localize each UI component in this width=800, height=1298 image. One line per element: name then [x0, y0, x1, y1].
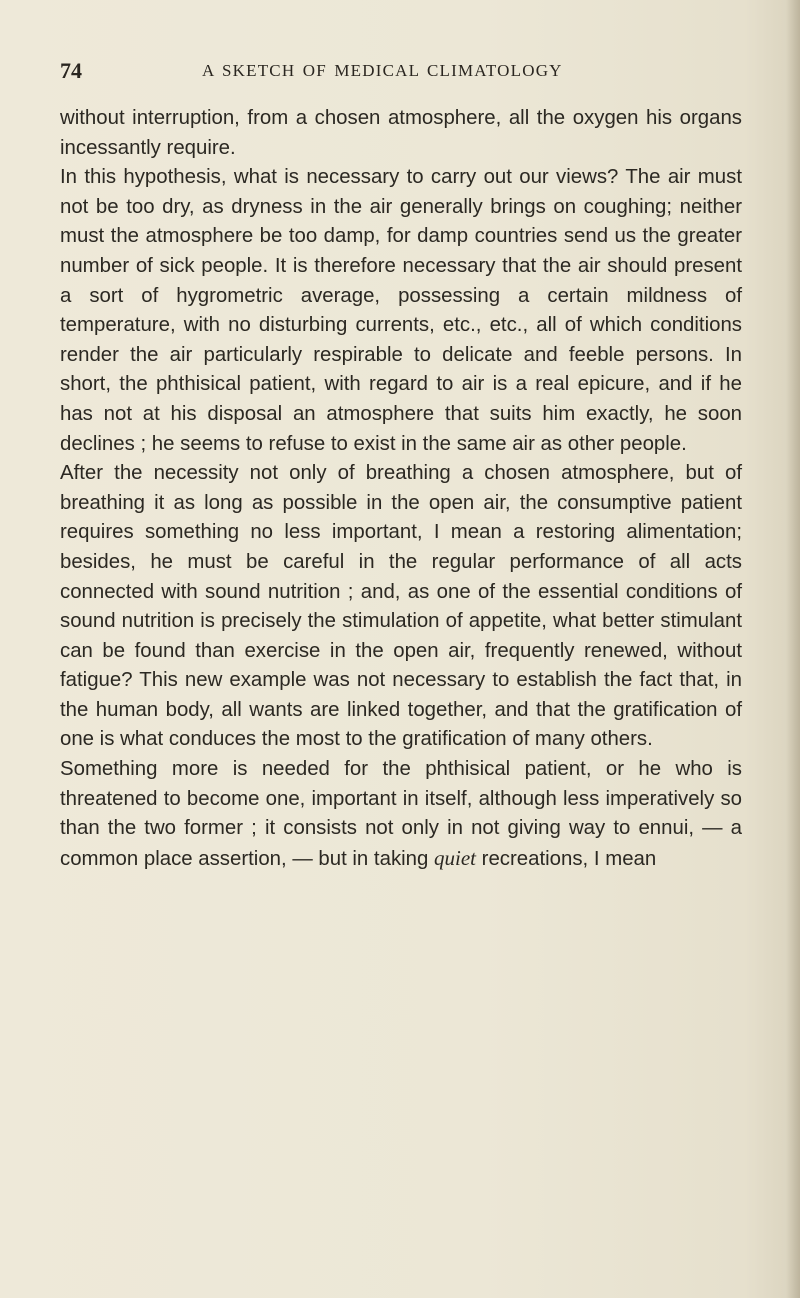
page-edge-shadow	[786, 0, 800, 1298]
running-title: A SKETCH OF MEDICAL CLIMATOLOGY	[202, 61, 563, 80]
paragraph-3: After the necessity not only of breathing a chosen atmosphere, but of breathing it as long as possible in the open air, the consumptive patient requires something no less important, I mean a restoring alimentation; besides, he must be careful in the regular performance of all acts connected with sound nutrition ; and, as one of the essential conditions of sound nutrition is precisely the stimulation of appetite, what better stimulant can be found than exercise in the open air, frequently renewed, without fatigue? This new example was not necessary to establish the fact that, in the human body, all wants are linked together, and that the gratification of one is what conduces the most to the gratification of many others.	[60, 462, 742, 751]
paragraph-4-text-before: Something more is needed for the phthisical patient, or he who is threatened to become one, important in itself, although less imperatively so than the two former ; it consists not only in not giving way to ennui, — a common place assertion, — but in taking	[60, 758, 742, 870]
page-number: 74	[60, 58, 82, 83]
paragraph-4-emphasis: quiet	[434, 845, 477, 870]
paragraph-4-text-after: recreations, I mean	[476, 847, 657, 870]
page-header	[60, 58, 742, 90]
paragraph-1: without interruption, from a chosen atmosphere, all the oxygen his organs incessantly require.	[60, 107, 742, 159]
paragraph-4	[60, 755, 742, 874]
body-text	[60, 104, 742, 874]
paragraph-2: In this hypothesis, what is necessary to carry out our views? The air must not be too dry, as dryness in the air generally brings on coughing; neither must the atmosphere be too damp, for damp countries send us the greater number of sick people. It is therefore necessary that the air should present a sort of hygrometric average, possessing a certain mildness of temperature, with no disturbing currents, etc., etc., all of which conditions render the air particularly respirable to delicate and feeble persons. In short, the phthisical patient, with regard to air is a real epicure, and if he has not at his disposal an atmosphere that suits him exactly, he soon declines ; he seems to refuse to exist in the same air as other people.	[60, 166, 742, 455]
